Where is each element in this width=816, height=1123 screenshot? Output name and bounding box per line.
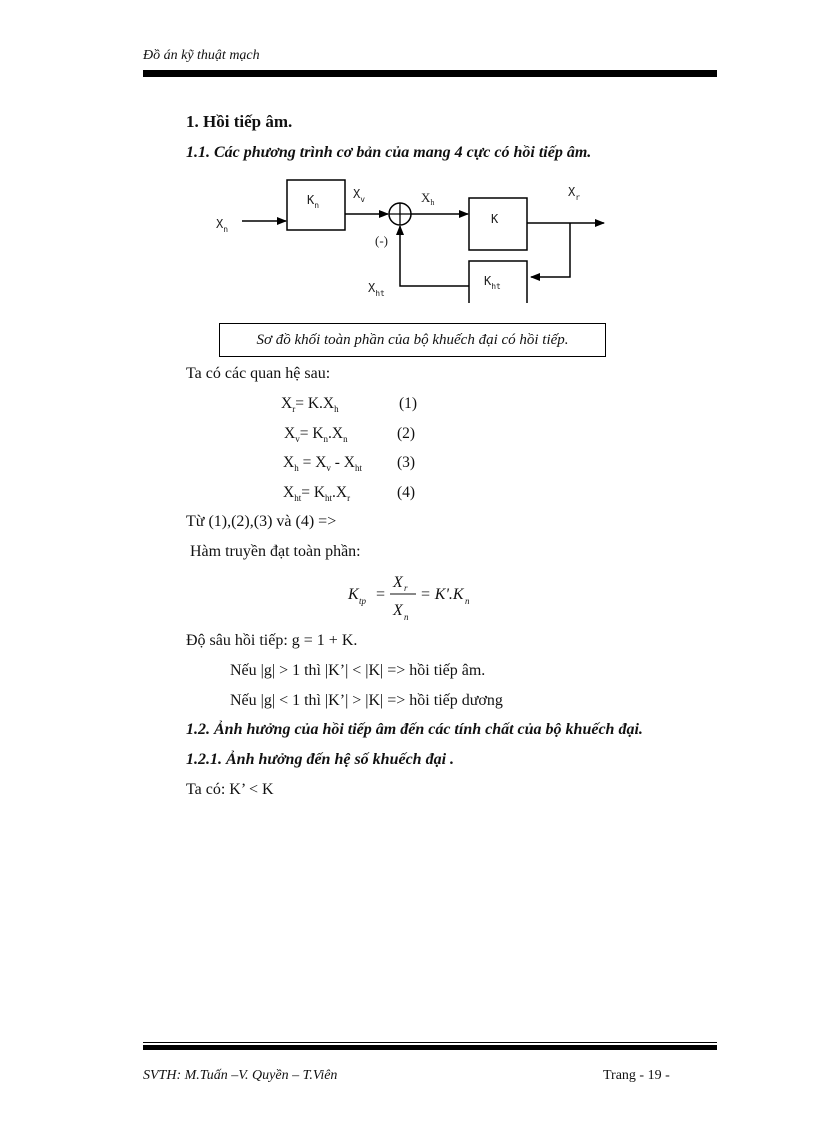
equation-2: $X_v= K_n.X_n$ (284, 425, 348, 445)
svg-text:tp: tp (359, 596, 367, 606)
svg-text:= K'.K: = K'.K (420, 586, 464, 603)
header-rule (143, 70, 717, 77)
minus-sign-label: (-) (375, 233, 388, 248)
gain-comparison-text: Ta có: K’ < K (186, 781, 274, 798)
feedback-block-diagram (200, 168, 620, 303)
subsection-1-2-title: 1.2. Ảnh hưởng của hồi tiếp âm đến các tính chất của bộ khuếch đại. (186, 721, 643, 738)
svg-text:K: K (348, 586, 359, 603)
xh-label: $X_h$ (421, 190, 435, 207)
footer-page-number: Trang - 19 - (603, 1068, 670, 1083)
xv-label: $X_v$ (353, 187, 366, 204)
input-label: $X_n$ (216, 217, 229, 234)
output-label: $X_r$ (568, 185, 581, 202)
equation-2-number: (2) (397, 425, 416, 442)
section-subtitle: 1.1. Các phương trình cơ bản của mang 4 cực có hồi tiếp âm. (186, 144, 592, 161)
equation-1: $X_r= K.X_h$ (281, 395, 339, 415)
equation-4-number: (4) (397, 484, 416, 501)
feedback-depth-text: Độ sâu hồi tiếp: g = 1 + K. (186, 632, 358, 649)
transfer-function-label: Hàm truyền đạt toàn phần: (190, 543, 361, 560)
svg-text:n: n (404, 612, 409, 622)
equation-1-number: (1) (399, 395, 418, 412)
kn-block-label: $K_n$ (307, 193, 320, 210)
subsection-1-2-1-title: 1.2.1. Ảnh hưởng đến hệ số khuếch đại . (186, 751, 455, 768)
svg-text:X: X (393, 602, 403, 619)
section-title: 1. Hồi tiếp âm. (186, 112, 293, 131)
equation-4: $X_{ht}= K_{ht}.X_r$ (283, 484, 351, 504)
equation-3-number: (3) (397, 454, 416, 471)
diagram-caption: Sơ đồ khối toàn phần của bộ khuếch đại có hồi tiếp. (219, 323, 606, 357)
xht-label: $X_{ht}$ (368, 281, 385, 298)
svg-text:r: r (404, 583, 408, 593)
transfer-function-formula (340, 568, 490, 624)
equation-3: $X_h = X_v - X_{ht}$ (283, 454, 363, 474)
feedback-path-out (400, 226, 469, 286)
case-positive-feedback: Nếu |g| < 1 thì |K’| > |K| => hồi tiếp dương (230, 692, 503, 709)
svg-text:=: = (375, 586, 386, 603)
footer-rule-thick (143, 1045, 717, 1050)
svg-text:n: n (465, 596, 470, 606)
document-header-title: Đồ án kỹ thuật mạch (143, 48, 260, 63)
kht-block-label: $K_{ht}$ (484, 274, 501, 291)
k-block-label: K (491, 212, 499, 226)
footer-authors: SVTH: M.Tuấn –V. Quyền – T.Viên (143, 1068, 338, 1083)
relations-intro: Ta có các quan hệ sau: (186, 365, 331, 382)
case-negative-feedback: Nếu |g| > 1 thì |K’| < |K| => hồi tiếp âm. (230, 662, 486, 679)
svg-text:X: X (393, 574, 403, 591)
feedback-path-in (531, 223, 570, 277)
from-equations-text: Từ (1),(2),(3) và (4) => (186, 513, 337, 530)
footer-rule-thin (143, 1042, 717, 1043)
